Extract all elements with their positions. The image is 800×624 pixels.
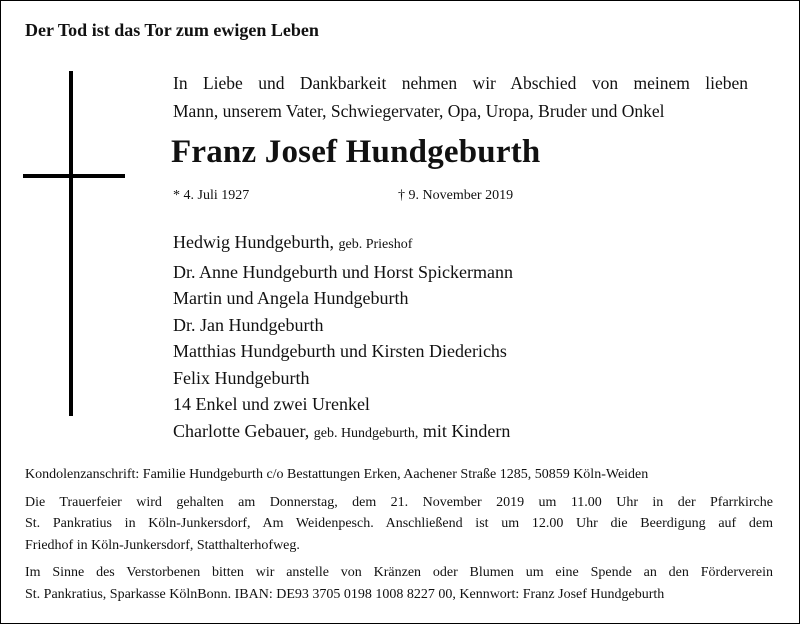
service-line: St. Pankratius in Köln-Junkersdorf, Am Weidenpesch. Anschließend ist um 12.00 Uhr die Beerdigung auf dem	[25, 516, 773, 531]
mourner-line: Matthias Hundgeburth und Kirsten Diederichs	[173, 341, 507, 361]
mourner-note: geb. Hundgeburth,	[313, 425, 419, 441]
mourner-line	[173, 229, 513, 259]
mourner-line: Dr. Jan Hundgeburth	[173, 314, 324, 335]
cross-vertical-bar	[69, 71, 73, 416]
condolence-address: Kondolenzanschrift: Familie Hundgeburth c/o Bestattungen Erken, Aachener Straße 1285, 50859 Köln-Weiden	[25, 467, 649, 482]
donation-line: St. Pankratius, Sparkasse KölnBonn. IBAN: DE93 3705 0198 1008 8227 00, Kennwort: Franz Josef Hundgeburth	[25, 586, 665, 602]
mourner-suffix: mit Kindern	[422, 420, 511, 441]
motto: Der Tod ist das Tor zum ewigen Leben	[25, 20, 319, 40]
mourner-line: Dr. Anne Hundgeburth und Horst Spickermann	[173, 261, 513, 282]
service-line: Friedhof in Köln-Junkersdorf, Statthalterhofweg.	[25, 537, 300, 553]
donation-info	[25, 562, 773, 605]
mourners-list	[173, 229, 513, 447]
intro-line: In Liebe und Dankbarkeit nehmen wir Abschied von meinem lieben	[173, 73, 748, 93]
mourner-line: Felix Hundgeburth	[173, 367, 310, 388]
mourner-line: Martin und Angela Hundgeburth	[173, 288, 409, 308]
birth-date: * 4. Juli 1927	[173, 188, 250, 203]
deceased-name: Franz Josef Hundgeburth	[171, 134, 541, 170]
death-date: † 9. November 2019	[398, 188, 514, 203]
mourner-name: Charlotte Gebauer,	[173, 420, 310, 441]
mourner-name: Hedwig Hundgeburth,	[173, 232, 334, 252]
intro-text	[173, 69, 748, 125]
mourner-note: geb. Prieshof	[338, 237, 413, 252]
donation-line: Im Sinne des Verstorbenen bitten wir anstelle von Kränzen oder Blumen um eine Spende an den Förderverein	[25, 565, 773, 580]
funeral-service-info	[25, 492, 773, 557]
service-line: Die Trauerfeier wird gehalten am Donnerstag, dem 21. November 2019 um 11.00 Uhr in der Pfarrkirche	[25, 494, 773, 510]
mourner-line	[173, 418, 513, 448]
mourner-line: 14 Enkel und zwei Urenkel	[173, 394, 370, 414]
intro-line: Mann, unserem Vater, Schwiegervater, Opa, Uropa, Bruder und Onkel	[173, 101, 665, 121]
footer-info	[25, 464, 773, 605]
cross-horizontal-bar	[23, 174, 125, 178]
